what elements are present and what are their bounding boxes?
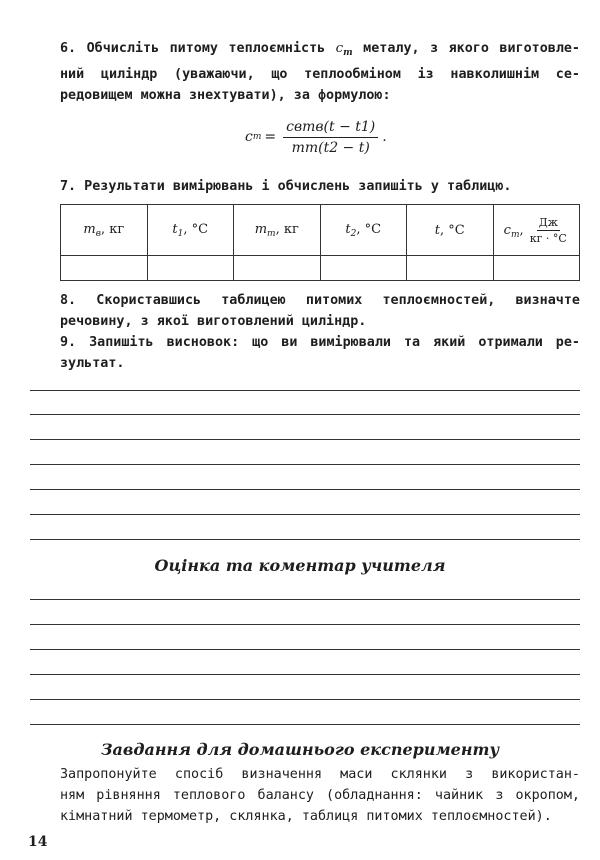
header-water-mass: $m_в$, кг	[61, 205, 148, 256]
table-cell[interactable]	[234, 256, 321, 281]
table-cell[interactable]	[493, 256, 580, 281]
header-specific-heat: $c_т$, $\frac{Дж}{кг \cdot ^\circ С}$	[493, 205, 580, 256]
conclusion-line[interactable]	[30, 390, 580, 391]
task-9: 9. Запишіть висновок: що ви вимірювали та який отримали ре- зультат.	[60, 335, 580, 371]
table-row	[61, 256, 580, 281]
header-t2: $t_2$, °С	[320, 205, 407, 256]
header-body-mass: $m_т$, кг	[234, 205, 321, 256]
table-cell[interactable]	[61, 256, 148, 281]
homework-heading: Завдання для домашнього експерименту	[100, 740, 500, 759]
results-table	[60, 204, 580, 281]
table-cell[interactable]	[320, 256, 407, 281]
task-8: 8. Скориставшись таблицею питомих теплоємностей, визначте речовину, з якої виготовлений циліндр.	[60, 293, 580, 329]
teacher-comment-line[interactable]	[30, 699, 580, 700]
teacher-comment-line[interactable]	[30, 674, 580, 675]
page-number: 14	[28, 834, 48, 850]
task-6	[60, 38, 580, 106]
table-header-row	[61, 205, 580, 256]
header-t1: $t_1$, °С	[147, 205, 234, 256]
specific-heat-formula: c т = $\frac{\text{cвmв(t − t1)}}{mт(t2 - t)}$ .	[245, 118, 387, 156]
teacher-comment-line[interactable]	[30, 624, 580, 625]
homework-text: Запропонуйте спосіб визначення маси склянки з використан- ням рівняння теплового балансу (обладнання: чайник з окропом, кімнатний термометр, склянка, таблиця питомих теплоємностей).	[60, 767, 580, 824]
teacher-comment-line[interactable]	[30, 649, 580, 650]
task-6-line-2: ний циліндр (уважаючи, що теплообміном із навколишнім се-	[60, 67, 580, 82]
teacher-comment-line[interactable]	[30, 599, 580, 600]
teacher-comment-heading: Оцінка та коментар учителя	[154, 556, 446, 575]
conclusion-line[interactable]	[30, 489, 580, 490]
table-cell[interactable]	[147, 256, 234, 281]
conclusion-line[interactable]	[30, 464, 580, 465]
conclusion-line[interactable]	[30, 414, 580, 415]
header-t: t, °С	[407, 205, 494, 256]
task-6-line-1: 6. Обчисліть питому теплоємність $c_т$ металу, з якого виготовле-	[60, 41, 580, 58]
conclusion-line[interactable]	[30, 439, 580, 440]
formula-numerator: cвmв(t − t1)	[283, 119, 378, 138]
conclusion-line[interactable]	[30, 539, 580, 540]
teacher-comment-line[interactable]	[30, 724, 580, 725]
task-6-line-3: редовищем можна знехтувати), за формулою:	[60, 88, 391, 103]
conclusion-line[interactable]	[30, 514, 580, 515]
table-cell[interactable]	[407, 256, 494, 281]
task-7: 7. Результати вимірювань і обчислень запишіть у таблицю.	[60, 179, 512, 194]
formula-denominator: mт(t2 − t)	[291, 139, 370, 156]
